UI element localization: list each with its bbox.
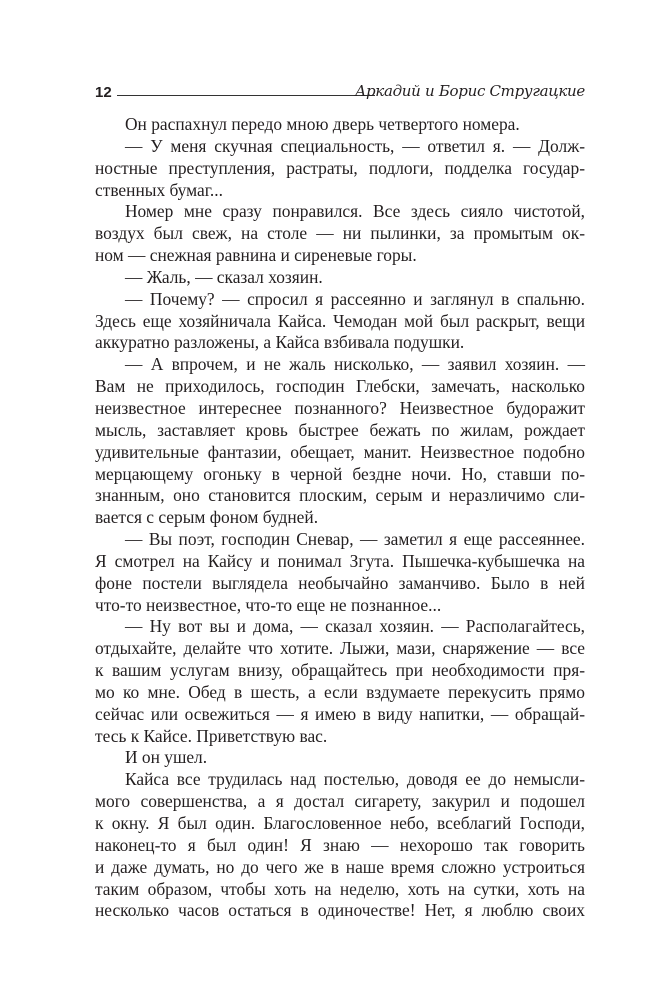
text-line: неизвестное интереснее познанного? Неизвестное будоражит (95, 397, 585, 418)
text-line: — Ну вот вы и дома, — сказал хозяин. — Располагайтесь, (125, 616, 585, 637)
text-line: воздух был свеж, на столе — ни пылинки, за промытым ок- (95, 223, 585, 244)
paragraph (95, 114, 585, 136)
text-line: мо ко мне. Обед в шесть, а если вздумаете перекусить прямо (95, 681, 585, 702)
text-line: Кайса все трудилась над постелью, доводя ее до немысли- (125, 769, 585, 790)
text-line: ном — снежная равнина и сиреневые горы. (95, 245, 417, 266)
paragraph (95, 136, 585, 202)
text-line: Я смотрел на Кайсу и понимал Згута. Пышечка-кубышечка на (95, 550, 585, 571)
text-line: Номер мне сразу понравился. Все здесь сияло чистотой, (125, 201, 585, 222)
text-line: и даже думать, но до чего же в наше время сложно устроиться (95, 856, 585, 877)
text-line: отдыхайте, делайте что хотите. Лыжи, мази, снаряжение — все (95, 638, 585, 659)
header-rule (117, 95, 375, 96)
paragraph (95, 616, 585, 747)
text-line: — Почему? — спросил я рассеянно и заглянул в спальню. (125, 288, 585, 309)
text-line: сейчас или освежиться — я имею в виду напитки, — обращай- (95, 703, 585, 724)
text-line: — У меня скучная специальность, — ответил я. — Долж- (125, 135, 585, 156)
text-line: удивительные фантазии, обещает, манит. Неизвестное подобно (95, 441, 585, 462)
text-line: что-то неизвестное, что-то еще не познанное... (95, 594, 442, 615)
text-line: ностные преступления, растраты, подлоги, подделка государ- (95, 157, 585, 178)
text-line: Он распахнул передо мною дверь четвертого номера. (125, 114, 520, 134)
paragraph (95, 529, 585, 616)
text-line: таким образом, чтобы хоть на неделю, хоть на сутки, хоть на (95, 878, 585, 899)
text-line: — Вы поэт, господин Сневар, — заметил я еще рассеяннее. (125, 529, 585, 550)
body-text (95, 114, 585, 922)
paragraph (95, 267, 585, 289)
text-line: к вашим услугам внизу, обращайтесь при необходимости пря- (95, 660, 585, 681)
text-line: аккуратно разложены, а Кайса взбивала подушки. (95, 332, 465, 353)
paragraph (95, 289, 585, 355)
text-line: Здесь еще хозяйничала Кайса. Чемодан мой был раскрыт, вещи (95, 310, 585, 331)
text-line: мерцающему огоньку в черной бездне ночи. Но, ставши по- (95, 463, 585, 484)
running-title: Аркадий и Борис Стругацкие (354, 82, 585, 100)
text-line: фоне постели выглядела необычайно заманчиво. Было в ней (95, 572, 585, 593)
text-line: — Жаль, — сказал хозяин. (125, 266, 323, 287)
text-line: ственных бумаг... (95, 179, 223, 200)
running-header (95, 82, 585, 106)
text-line: вается с серым фоном будней. (95, 507, 319, 528)
text-line: И он ушел. (125, 747, 208, 768)
text-line: наконец-то я был один! Я знаю — нехорошо так говорить (95, 834, 585, 855)
text-line: тесь к Кайсе. Приветствую вас. (95, 725, 328, 746)
text-line: мысль, заставляет кровь быстрее бежать по жилам, рождает (95, 419, 585, 440)
text-line: — А впрочем, и не жаль нисколько, — заявил хозяин. — (125, 354, 585, 375)
paragraph (95, 769, 585, 922)
text-line: к окну. Я был один. Благословенное небо, всеблагий Господи, (95, 813, 585, 833)
text-line: мого совершенства, а я достал сигарету, закурил и подошел (95, 791, 585, 812)
text-line: несколько часов остаться в одиночестве! Нет, я люблю своих (95, 900, 585, 921)
paragraph (95, 747, 585, 769)
text-line: Вам не приходилось, господин Глебски, замечать, насколько (95, 376, 585, 397)
text-line: знанным, оно становится плоским, серым и неразличимо сли- (95, 485, 585, 506)
paragraph (95, 201, 585, 267)
paragraph (95, 354, 585, 529)
page-number: 12 (95, 84, 112, 101)
